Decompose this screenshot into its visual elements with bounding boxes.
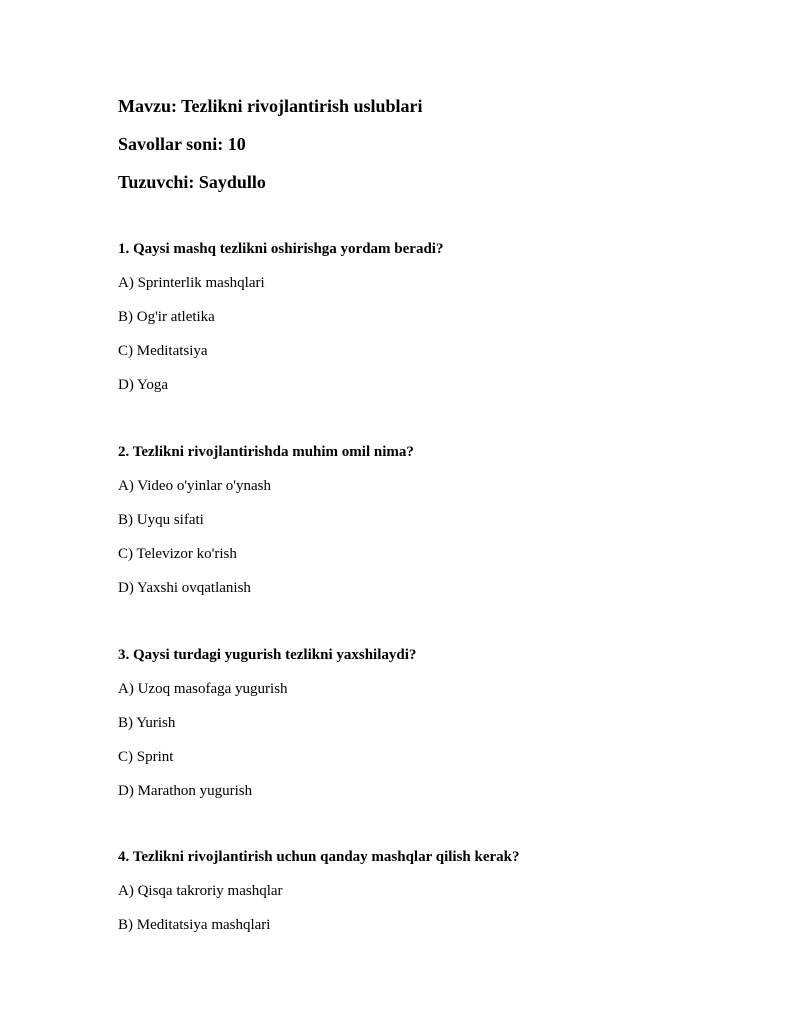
author-heading: Tuzuvchi: Saydullo	[118, 172, 266, 192]
question-2-option-b: B) Uyqu sifati	[118, 512, 204, 528]
question-2-option-c: C) Televizor ko'rish	[118, 546, 237, 562]
topic-heading: Mavzu: Tezlikni rivojlantirish uslublari	[118, 96, 423, 116]
question-3-text: 3. Qaysi turdagi yugurish tezlikni yaxshilaydi?	[118, 647, 417, 663]
question-3-option-b: B) Yurish	[118, 715, 176, 731]
question-3-option-c: C) Sprint	[118, 749, 174, 765]
question-1-option-b: B) Og'ir atletika	[118, 309, 215, 325]
question-count-heading: Savollar soni: 10	[118, 134, 246, 154]
question-4-option-b: B) Meditatsiya mashqlari	[118, 917, 271, 933]
question-2-text: 2. Tezlikni rivojlantirishda muhim omil nima?	[118, 444, 414, 460]
question-3-option-d: D) Marathon yugurish	[118, 783, 253, 799]
question-2-option-a: A) Video o'yinlar o'ynash	[118, 478, 271, 494]
question-2-option-d: D) Yaxshi ovqatlanish	[118, 580, 251, 596]
question-4-option-a: A) Qisqa takroriy mashqlar	[118, 883, 283, 899]
question-4-text: 4. Tezlikni rivojlantirish uchun qanday mashqlar qilish kerak?	[118, 849, 520, 865]
question-3-option-a: A) Uzoq masofaga yugurish	[118, 681, 288, 697]
question-1-text: 1. Qaysi mashq tezlikni oshirishga yordam beradi?	[118, 241, 444, 257]
question-1-option-a: A) Sprinterlik mashqlari	[118, 275, 265, 291]
question-1-option-d: D) Yoga	[118, 377, 169, 393]
question-1-option-c: C) Meditatsiya	[118, 343, 208, 359]
